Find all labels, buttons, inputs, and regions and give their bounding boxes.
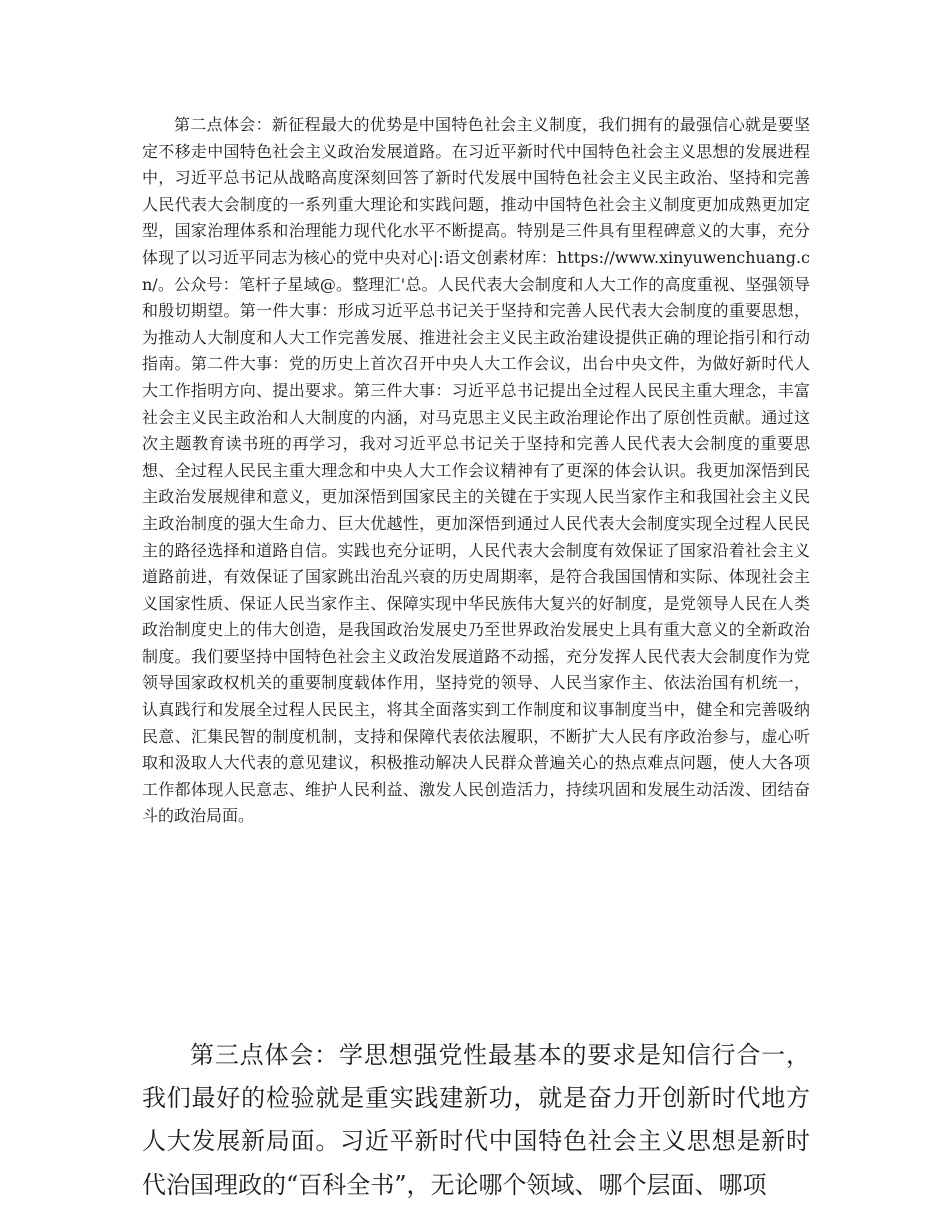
- paragraph-third-insight: 第三点体会：学思想强党性最基本的要求是知信行合一，我们最好的检验就是重实践建新功，就是奋力开创新时代地方人大发展新局面。习近平新时代中国特色社会主义思想是新时代治国理政的“百科全书”，无论哪个领域、哪个层面、哪项: [142, 1041, 810, 1199]
- paragraph-second-insight: 第二点体会：新征程最大的优势是中国特色社会主义制度，我们拥有的最强信心就是要坚定不移走中国特色社会主义政治发展道路。在习近平新时代中国特色社会主义思想的发展进程中，习近平总书记从战略高度深刻回答了新时代发展中国特色社会主义民主政治、坚持和完善人民代表大会制度的一系列重大理论和实践问题，推动中国特色社会主义制度更加成熟更加定型，国家治理体系和治理能力现代化水平不断提高。特别是三件具有里程碑意义的大事，充分体现了以习近平同志为核心的党中央对心|:语文创素材库：https://www.xinyuwenchuang.cn/。公众号：笔杆子星域@。整理汇'总。人民代表大会制度和人大工作的高度重视、坚强领导和殷切期望。第一件大事：形成习近平总书记关于坚持和完善人民代表大会制度的重要思想，为推动人大制度和人大工作完善发展、推进社会主义民主政治建设提供正确的理论指引和行动指南。第二件大事：党的历史上首次召开中央人大工作会议，出台中央文件，为做好新时代人大工作指明方向、提出要求。第三件大事：习近平总书记提出全过程人民民主重大理念，丰富社会主义民主政治和人大制度的内涵，对马克思主义民主政治理论作出了原创性贡献。通过这次主题教育读书班的再学习，我对习近平总书记关于坚持和完善人民代表大会制度的重要思想、全过程人民民主重大理念和中央人大工作会议精神有了更深的体会认识。我更加深悟到民主政治发展规律和意义，更加深悟到国家民主的关键在于实现人民当家作主和我国社会主义民主政治制度的强大生命力、巨大优越性，更加深悟到通过人民代表大会制度实现全过程人民民主的路径选择和道路自信。实践也充分证明，人民代表大会制度有效保证了国家沿着社会主义道路前进，有效保证了国家跳出治乱兴衰的历史周期率，是符合我国国情和实际、体现社会主义国家性质、保证人民当家作主、保障实现中华民族伟大复兴的好制度，是党领导人民在人类政治制度史上的伟大创造，是我国政治发展史乃至世界政治发展史上具有重大意义的全新政治制度。我们要坚持中国特色社会主义政治发展道路不动摇，充分发挥人民代表大会制度作为党领导国家政权机关的重要制度载体作用，坚持党的领导、人民当家作主、依法治国有机统一，认真践行和发展全过程人民民主，将其全面落实到工作制度和议事制度当中，健全和完善吸纳民意、汇集民智的制度机制，支持和保障代表依法履职，不断扩大人民有序政治参与，虚心听取和汲取人大代表的意见建议，积极推动解决人民群众普遍关心的热点难点问题，使人大各项工作都体现人民意志、维护人民利益、激发人民创造活力，持续巩固和发展生动活泼、团结奋斗的政治局面。: [142, 115, 810, 826]
